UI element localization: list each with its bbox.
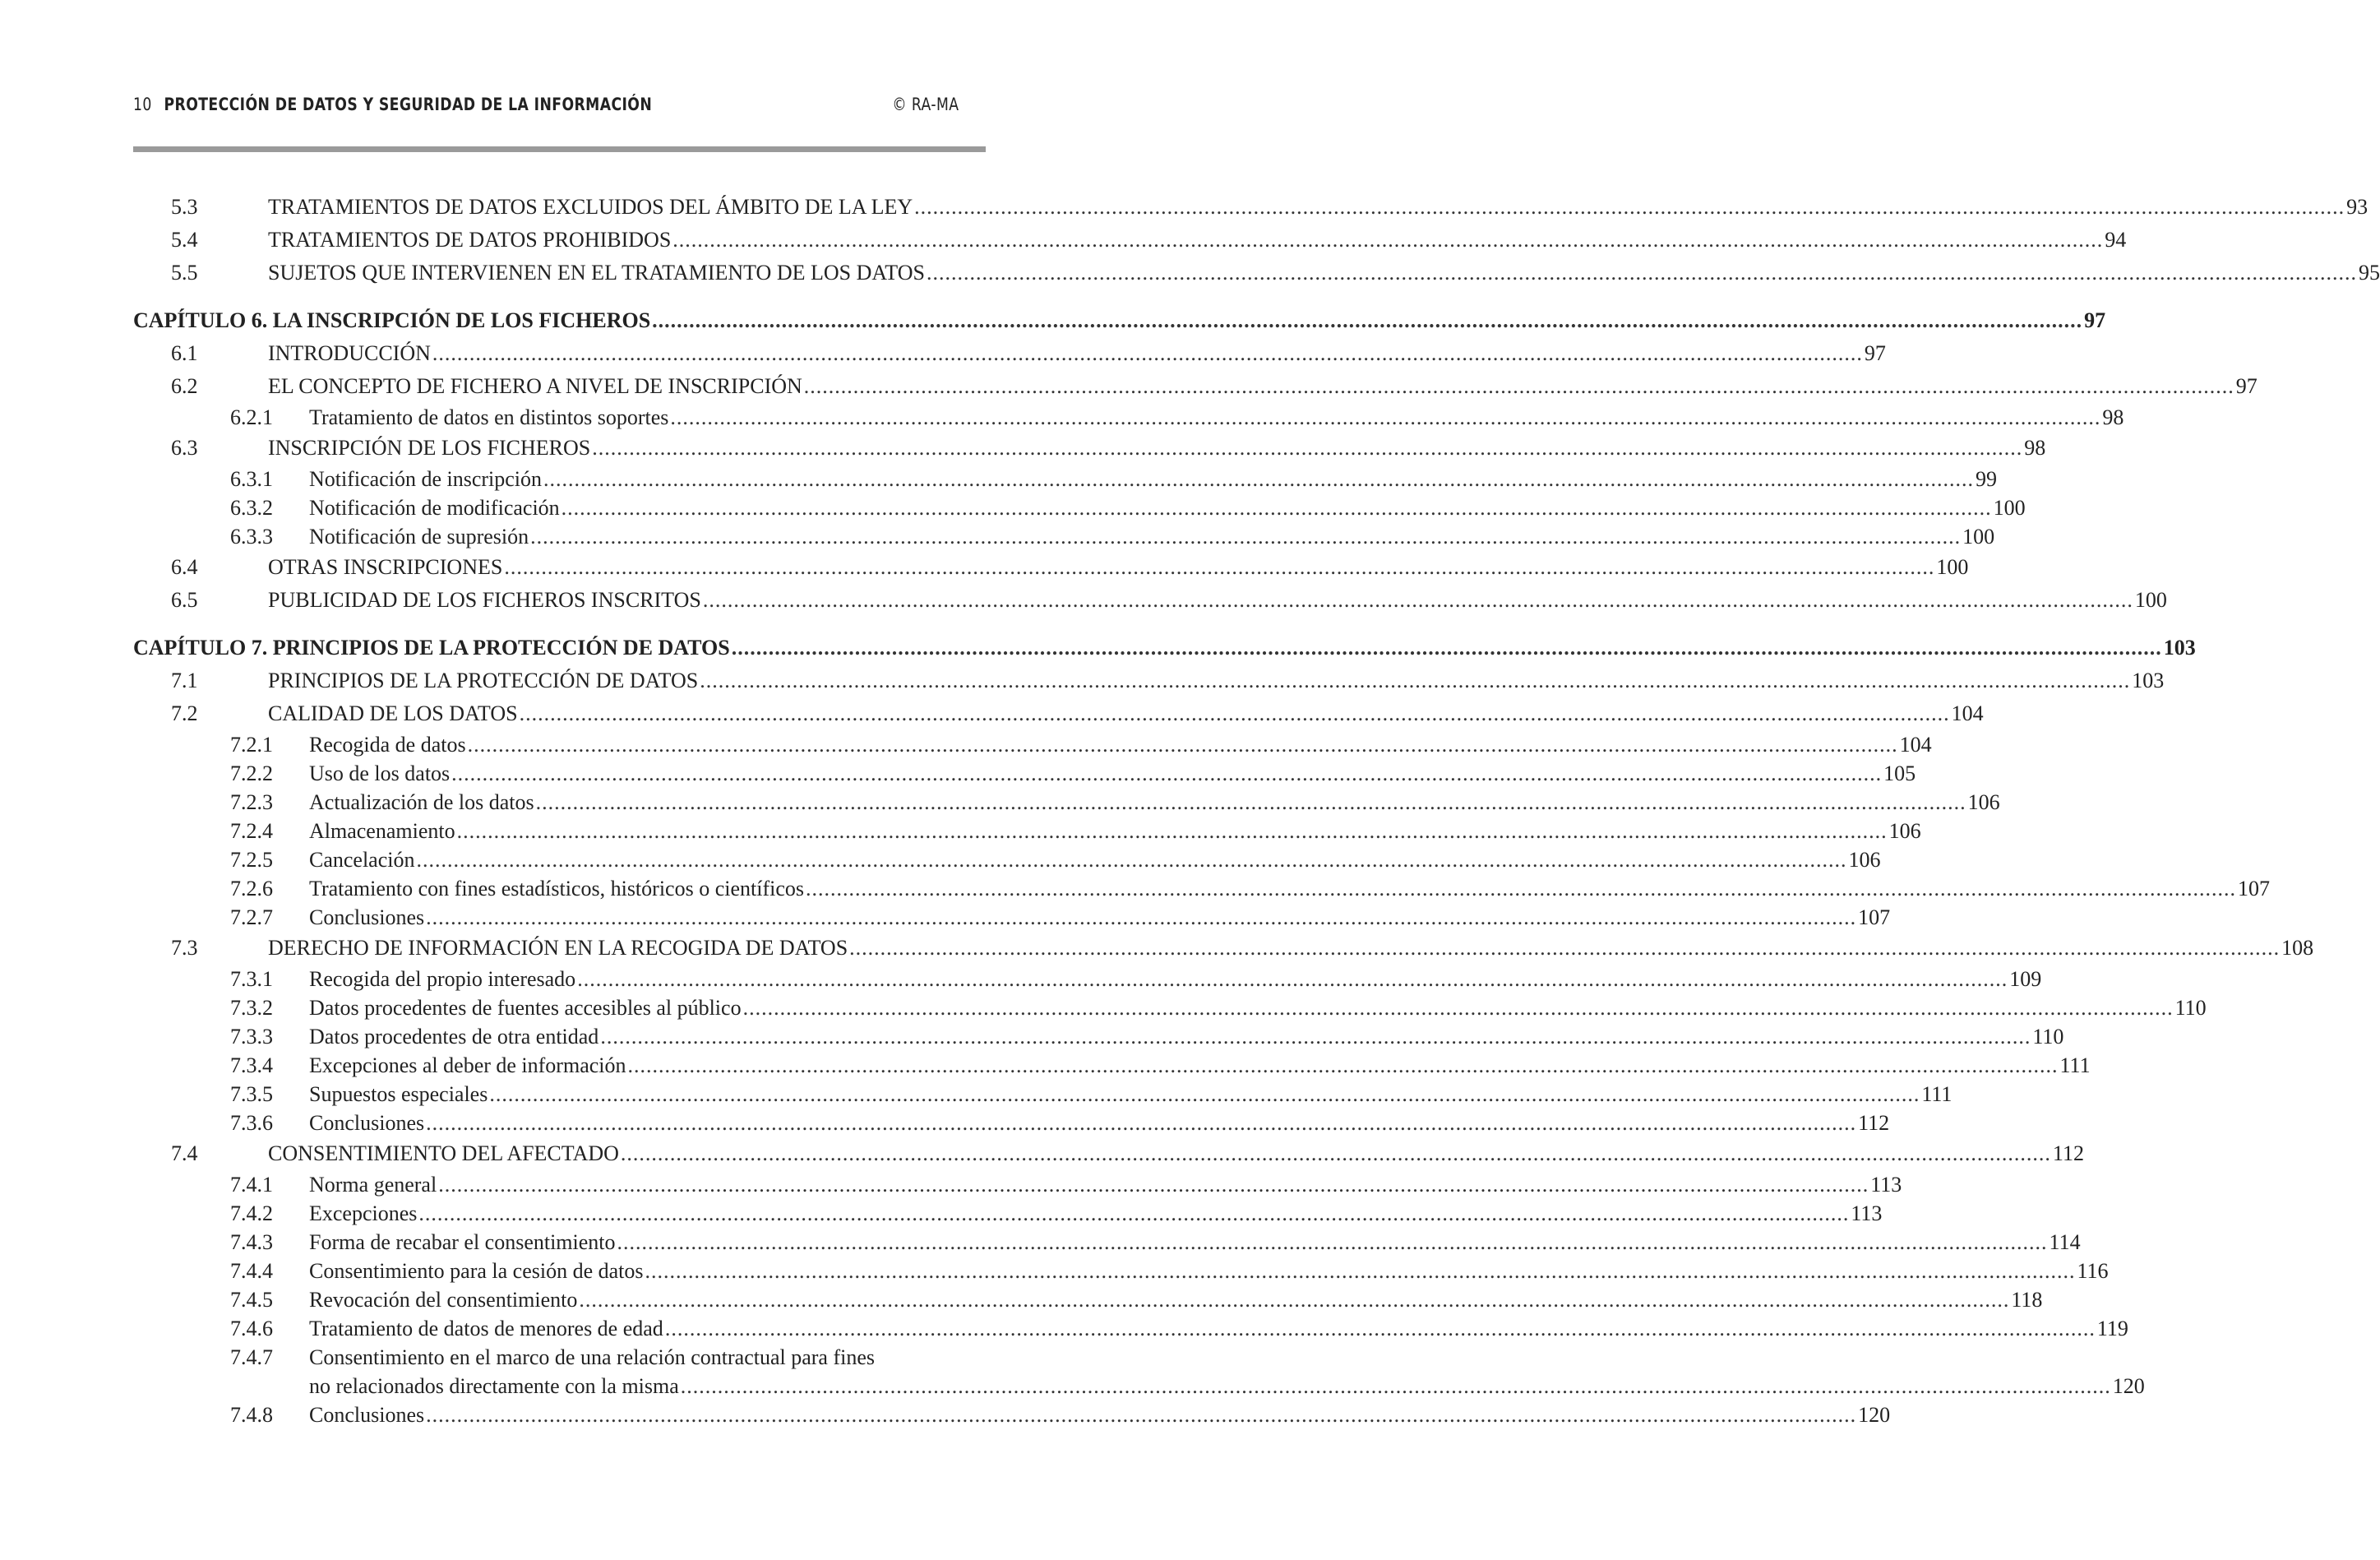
entry-page: 100 — [2134, 588, 2167, 612]
entry-title: Conclusiones — [309, 905, 425, 929]
entry-page: 119 — [2096, 1317, 2128, 1340]
toc-subentry[interactable] — [133, 845, 1881, 874]
toc-chapter[interactable] — [133, 304, 2106, 337]
entry-page: 107 — [2238, 877, 2270, 900]
toc-subentry[interactable] — [133, 993, 2207, 1022]
leader-dots — [849, 932, 2280, 965]
leader-dots — [457, 817, 1888, 845]
chapter-title: CAPÍTULO 7. PRINCIPIOS DE LA PROTECCIÓN DE DATOS — [133, 636, 730, 660]
entry-number: 7.4.1 — [230, 1173, 273, 1197]
entry-title: Tratamiento de datos de menores de edad — [309, 1317, 663, 1340]
entry-title: Conclusiones — [309, 1403, 425, 1427]
toc-subentry[interactable] — [133, 1199, 1883, 1228]
entry-page: 111 — [2059, 1053, 2091, 1077]
entry-number: 7.3.4 — [230, 1053, 273, 1077]
entry-title: Tratamiento con fines estadísticos, históricos o científicos — [309, 877, 804, 900]
entry-number: 6.3.1 — [230, 467, 273, 491]
entry-number: 6.2 — [171, 374, 198, 398]
entry-number: 7.2.2 — [230, 761, 273, 785]
entry-page: 100 — [1936, 555, 1969, 579]
entry-page: 120 — [2112, 1374, 2145, 1398]
leader-dots — [743, 993, 2174, 1022]
entry-page: 112 — [1858, 1111, 1890, 1135]
entry-number: 6.2.1 — [230, 405, 273, 429]
entry-number: 7.3.1 — [230, 967, 273, 991]
entry-page: 103 — [2163, 636, 2196, 660]
chapter-title: CAPÍTULO 6. LA INSCRIPCIÓN DE LOS FICHEROS — [133, 308, 651, 332]
leader-dots — [426, 903, 1856, 932]
entry-title: INSCRIPCIÓN DE LOS FICHEROS — [268, 436, 591, 460]
entry-title: INTRODUCCIÓN — [268, 341, 431, 365]
entry-number: 7.3 — [171, 936, 198, 960]
entry-title: Datos procedentes de fuentes accesibles al público — [309, 996, 742, 1020]
toc-subentry[interactable] — [133, 1051, 2091, 1080]
entry-title: PUBLICIDAD DE LOS FICHEROS INSCRITOS — [268, 588, 701, 612]
entry-page: 98 — [2024, 436, 2046, 460]
leader-dots — [530, 522, 1961, 551]
entry-number: 7.4.2 — [230, 1201, 273, 1225]
entry-title: Norma general — [309, 1173, 437, 1197]
entry-title: CONSENTIMIENTO DEL AFECTADO — [268, 1141, 619, 1165]
entry-number: 7.2.7 — [230, 905, 273, 929]
toc-entry[interactable] — [133, 337, 1886, 370]
entry-title: Almacenamiento — [309, 819, 455, 843]
toc-entry[interactable] — [133, 932, 2314, 965]
leader-dots — [468, 730, 1898, 759]
entry-page: 97 — [2235, 374, 2258, 398]
entry-title: Notificación de supresión — [309, 525, 529, 549]
entry-page: 99 — [1976, 467, 1998, 491]
entry-title: Excepciones — [309, 1201, 418, 1225]
entry-page: 97 — [2084, 308, 2106, 332]
toc-entry[interactable] — [133, 224, 2127, 257]
toc-entry[interactable] — [133, 1137, 2084, 1170]
entry-number: 5.4 — [171, 228, 198, 252]
leader-dots — [577, 965, 2008, 993]
entry-number: 6.1 — [171, 341, 198, 365]
toc-subentry[interactable] — [133, 1080, 1953, 1109]
toc-subentry[interactable] — [133, 1228, 2081, 1257]
entry-number: 7.2.3 — [230, 790, 273, 814]
leader-dots — [438, 1170, 1869, 1199]
entry-number: 6.4 — [171, 555, 198, 579]
entry-number: 7.3.6 — [230, 1111, 273, 1135]
leader-dots — [628, 1051, 2059, 1080]
entry-number: 7.2.5 — [230, 848, 273, 872]
entry-title: Cancelación — [309, 848, 415, 872]
entry-title-line-2: no relacionados directamente con la misma — [309, 1374, 679, 1398]
toc-chapter[interactable] — [133, 632, 2196, 664]
leader-dots — [543, 465, 1974, 493]
entry-page: 106 — [1848, 848, 1881, 872]
toc-subentry[interactable] — [133, 1257, 2109, 1285]
leader-dots — [806, 874, 2236, 903]
entry-page: 107 — [1858, 905, 1891, 929]
table-of-contents — [133, 191, 2380, 1429]
toc-subentry[interactable] — [133, 903, 1891, 932]
leader-dots — [536, 788, 1966, 817]
toc-subentry[interactable] — [133, 788, 2000, 817]
toc-subentry[interactable] — [133, 965, 2042, 993]
entry-number: 7.1 — [171, 669, 198, 692]
toc-entry[interactable] — [133, 584, 2167, 617]
entry-title: Supuestos especiales — [309, 1082, 488, 1106]
leader-dots — [489, 1080, 1920, 1109]
toc-entry[interactable] — [133, 551, 1969, 584]
toc-entry[interactable] — [133, 191, 2368, 224]
entry-page: 114 — [2049, 1230, 2081, 1254]
entry-title: Recogida del propio interesado — [309, 967, 576, 991]
toc-entry[interactable] — [133, 432, 2046, 465]
entry-page: 106 — [1888, 819, 1921, 843]
entry-title: Revocación del consentimiento — [309, 1288, 578, 1312]
leader-dots — [700, 664, 2130, 697]
entry-title: Conclusiones — [309, 1111, 425, 1135]
leader-dots — [561, 493, 1992, 522]
entry-title: Actualización de los datos — [309, 790, 534, 814]
entry-title: CALIDAD DE LOS DATOS — [268, 701, 518, 725]
entry-number: 6.5 — [171, 588, 198, 612]
entry-page: 95 — [2358, 261, 2380, 285]
toc-subentry[interactable] — [133, 465, 1998, 493]
entry-title: TRATAMIENTOS DE DATOS EXCLUIDOS DEL ÁMBITO DE LA LEY — [268, 195, 913, 219]
toc-subentry[interactable] — [133, 874, 2270, 903]
entry-title: EL CONCEPTO DE FICHERO A NIVEL DE INSCRIPCIÓN — [268, 374, 802, 398]
leader-dots — [681, 1372, 2111, 1400]
entry-title: Datos procedentes de otra entidad — [309, 1025, 599, 1048]
entry-page: 113 — [1851, 1201, 1883, 1225]
leader-dots — [672, 224, 2103, 257]
entry-number: 7.4.5 — [230, 1288, 273, 1312]
leader-dots — [914, 191, 2345, 224]
entry-number: 6.3.3 — [230, 525, 273, 549]
entry-number: 7.2.4 — [230, 819, 273, 843]
entry-page: 104 — [1951, 701, 1984, 725]
entry-title: Forma de recabar el consentimiento — [309, 1230, 616, 1254]
entry-page: 106 — [1967, 790, 2000, 814]
toc-entry[interactable] — [133, 257, 2380, 289]
entry-number: 7.2.1 — [230, 733, 273, 757]
page-number: 10 — [133, 95, 152, 114]
entry-page: 112 — [2052, 1141, 2084, 1165]
toc-subentry[interactable] — [133, 1022, 2064, 1051]
toc-subentry[interactable] — [133, 403, 2124, 432]
toc-subentry[interactable] — [133, 522, 1995, 551]
entry-page: 113 — [1870, 1173, 1902, 1197]
toc-subentry[interactable] — [133, 1343, 2145, 1400]
entry-number: 7.4.6 — [230, 1317, 273, 1340]
entry-page: 93 — [2346, 195, 2368, 219]
toc-subentry[interactable] — [133, 493, 2026, 522]
entry-page: 105 — [1883, 761, 1916, 785]
entry-page: 110 — [2174, 996, 2207, 1020]
toc-subentry[interactable] — [133, 1314, 2128, 1343]
entry-number: 7.4.4 — [230, 1259, 273, 1283]
entry-page: 103 — [2132, 669, 2165, 692]
toc-entry[interactable] — [133, 664, 2165, 697]
leader-dots — [600, 1022, 2031, 1051]
entry-title: OTRAS INSCRIPCIONES — [268, 555, 503, 579]
toc-subentry[interactable] — [133, 1170, 1902, 1199]
entry-title: Notificación de inscripción — [309, 467, 543, 491]
entry-number: 7.3.2 — [230, 996, 273, 1020]
entry-title: Uso de los datos — [309, 761, 451, 785]
entry-title: Tratamiento de datos en distintos soportes — [309, 405, 669, 429]
entry-title: Recogida de datos — [309, 733, 466, 757]
leader-dots — [732, 632, 2162, 664]
toc-subentry[interactable] — [133, 730, 1932, 759]
entry-page: 116 — [2077, 1259, 2109, 1283]
entry-page: 100 — [1993, 496, 2026, 520]
entry-number: 7.3.3 — [230, 1025, 273, 1048]
header-rule — [133, 146, 986, 152]
leader-dots — [703, 584, 2133, 617]
leader-dots — [927, 257, 2357, 289]
entry-number: 5.3 — [171, 195, 198, 219]
entry-number: 7.4.3 — [230, 1230, 273, 1254]
entry-page: 97 — [1864, 341, 1886, 365]
entry-page: 100 — [1962, 525, 1995, 549]
entry-page: 109 — [2009, 967, 2042, 991]
toc-subentry[interactable] — [133, 1400, 1891, 1429]
entry-title: Notificación de modificación — [309, 496, 560, 520]
entry-number: 7.4.7 — [230, 1345, 273, 1369]
entry-title: TRATAMIENTOS DE DATOS PROHIBIDOS — [268, 228, 672, 252]
toc-subentry[interactable] — [133, 817, 1921, 845]
toc-entry[interactable] — [133, 697, 1984, 730]
entry-page: 110 — [2032, 1025, 2064, 1048]
leader-dots — [617, 1228, 2048, 1257]
leader-dots — [592, 432, 2022, 465]
leader-dots — [417, 845, 1847, 874]
leader-dots — [520, 697, 1950, 730]
entry-title-block — [309, 1343, 2145, 1400]
toc-subentry[interactable] — [133, 1285, 2043, 1314]
leader-dots — [451, 759, 1882, 788]
leader-dots — [645, 1257, 2076, 1285]
entry-title-line-1: Consentimiento en el marco de una relación contractual para fines — [309, 1345, 875, 1369]
leader-dots — [426, 1109, 1856, 1137]
entry-page: 98 — [2102, 405, 2124, 429]
entry-title: DERECHO DE INFORMACIÓN EN LA RECOGIDA DE DATOS — [268, 936, 848, 960]
leader-dots — [426, 1400, 1856, 1429]
leader-dots — [652, 304, 2082, 337]
entry-page: 118 — [2011, 1288, 2043, 1312]
entry-title-line-2-row — [309, 1372, 2145, 1400]
entry-page: 94 — [2105, 228, 2127, 252]
entry-page: 111 — [1921, 1082, 1953, 1106]
leader-dots — [621, 1137, 2051, 1170]
entry-number: 5.5 — [171, 261, 198, 285]
entry-title: PRINCIPIOS DE LA PROTECCIÓN DE DATOS — [268, 669, 699, 692]
entry-number: 6.3.2 — [230, 496, 273, 520]
entry-page: 108 — [2281, 936, 2314, 960]
leader-dots — [504, 551, 1934, 584]
toc-subentry[interactable] — [133, 759, 1916, 788]
leader-dots — [432, 337, 1863, 370]
entry-title: Consentimiento para la cesión de datos — [309, 1259, 644, 1283]
entry-title: Excepciones al deber de información — [309, 1053, 626, 1077]
entry-number: 7.2 — [171, 701, 198, 725]
entry-number: 7.2.6 — [230, 877, 273, 900]
leader-dots — [665, 1314, 2096, 1343]
entry-page: 104 — [1899, 733, 1932, 757]
book-title: PROTECCIÓN DE DATOS Y SEGURIDAD DE LA INFORMACIÓN — [164, 95, 653, 114]
entry-number: 7.4 — [171, 1141, 198, 1165]
entry-number: 7.4.8 — [230, 1403, 273, 1427]
leader-dots — [418, 1199, 1849, 1228]
leader-dots — [804, 370, 2234, 403]
leader-dots — [670, 403, 2100, 432]
toc-entry[interactable] — [133, 370, 2258, 403]
entry-title: SUJETOS QUE INTERVIENEN EN EL TRATAMIENTO DE LOS DATOS — [268, 261, 925, 285]
entry-page: 120 — [1858, 1403, 1891, 1427]
toc-subentry[interactable] — [133, 1109, 1890, 1137]
leader-dots — [579, 1285, 2009, 1314]
entry-number: 6.3 — [171, 436, 198, 460]
entry-number: 7.3.5 — [230, 1082, 273, 1106]
publisher: © RA-MA — [892, 95, 959, 114]
